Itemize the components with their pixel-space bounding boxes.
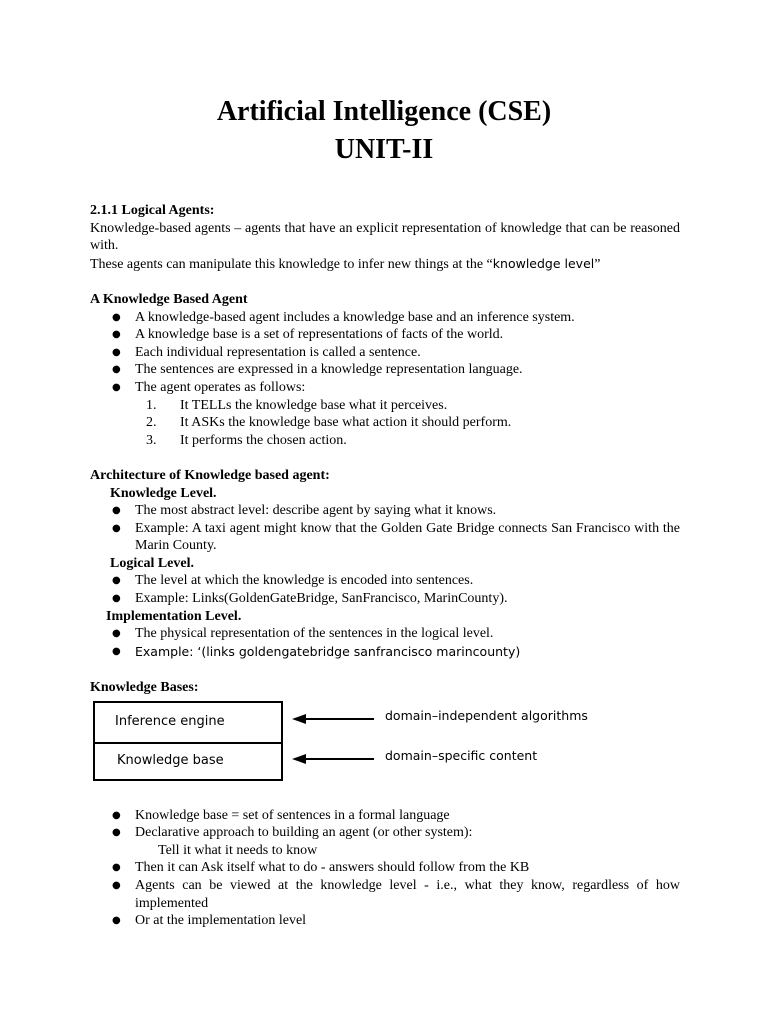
knowledge-level-list [90,502,680,555]
list-item [90,414,680,432]
step-number: 3. [146,432,157,448]
list-item: ● Declarative approach to building an agent (or other system): [90,824,680,842]
list-item: ● A knowledge base is a set of representations of facts of the world. [90,326,680,344]
paragraph-manipulate-knowledge [90,255,680,274]
heading-knowledge-based-agent: A Knowledge Based Agent [90,291,248,307]
list-item: ● The agent operates as follows: [90,379,680,397]
knowledge-base-label: Knowledge base [117,752,224,768]
arrow-left-icon [292,714,374,724]
list-item: ● Each individual representation is called a sentence. [90,344,680,362]
document-title: Artificial Intelligence (CSE) [216,96,552,127]
list-item: ● Example: A taxi agent might know that the Golden Gate Bridge connects San Francisco with the Marin County. [90,520,680,555]
domain-independent-label: domain–independent algorithms [385,707,588,723]
example-label: Example: [135,643,198,659]
list-item: ● Then it can Ask itself what to do - answers should follow from the KB [90,859,680,877]
list-item: ● Knowledge base = set of sentences in a formal language [90,807,680,825]
list-item [90,643,680,662]
step-text: It ASKs the knowledge base what action it should perform. [180,415,512,431]
heading-implementation-level: Implementation Level. [106,608,242,624]
kb-stack-box [93,701,283,781]
example-code: ‘(links goldengatebridge sanfrancisco marincounty) [197,643,521,659]
step-text: It performs the chosen action. [180,432,347,448]
step-number: 2. [146,415,157,431]
heading-architecture: Architecture of Knowledge based agent: [90,467,330,483]
list-item: ● The most abstract level: describe agent by saying what it knows. [90,502,680,520]
list-item: ● A knowledge-based agent includes a knowledge base and an inference system. [90,309,680,327]
kb-bullet-list-continued [90,859,680,929]
heading-knowledge-bases: Knowledge Bases: [90,680,199,696]
box-divider [95,742,281,744]
unit-subtitle: UNIT-II [334,134,434,165]
arrow-left-icon [292,754,374,764]
kb-architecture-diagram [90,701,680,785]
paragraph-kb-agents: Knowledge-based agents – agents that have an explicit representation of knowledge that can be reasoned with. [90,220,680,254]
list-item: ● The level at which the knowledge is encoded into sentences. [90,572,680,590]
agent-steps-list [90,397,680,450]
list-item: ● The sentences are expressed in a knowledge representation language. [90,361,680,379]
knowledge-level-term: knowledge level [492,255,595,271]
step-number: 1. [146,397,157,413]
kba-bullet-list [90,309,680,397]
section-heading-logical-agents: 2.1.1 Logical Agents: [90,203,215,218]
list-item: ● Agents can be viewed at the knowledge level - i.e., what they know, regardless of how implemented [90,877,680,912]
diagram-arrows [290,701,380,785]
declarative-subline: Tell it what it needs to know [158,842,318,858]
heading-logical-level: Logical Level. [110,555,194,571]
domain-specific-label: domain–specific content [385,747,538,763]
document-body [90,202,680,930]
list-item: ● The physical representation of the sentences in the logical level. [90,625,680,643]
implementation-level-list [90,625,680,661]
list-item: ● Or at the implementation level [90,912,680,930]
paragraph-prefix: These agents can manipulate this knowledge to infer new things at the “ [90,256,493,272]
list-item: ● Example: Links(GoldenGateBridge, SanFrancisco, MarinCounty). [90,590,680,608]
paragraph-suffix: ” [594,256,601,272]
list-item [90,432,680,450]
step-text: It TELLs the knowledge base what it perceives. [180,397,448,413]
kb-bullet-list [90,807,680,842]
list-item [90,397,680,415]
inference-engine-label: Inference engine [115,713,225,729]
heading-knowledge-level: Knowledge Level. [110,485,217,501]
logical-level-list [90,572,680,607]
